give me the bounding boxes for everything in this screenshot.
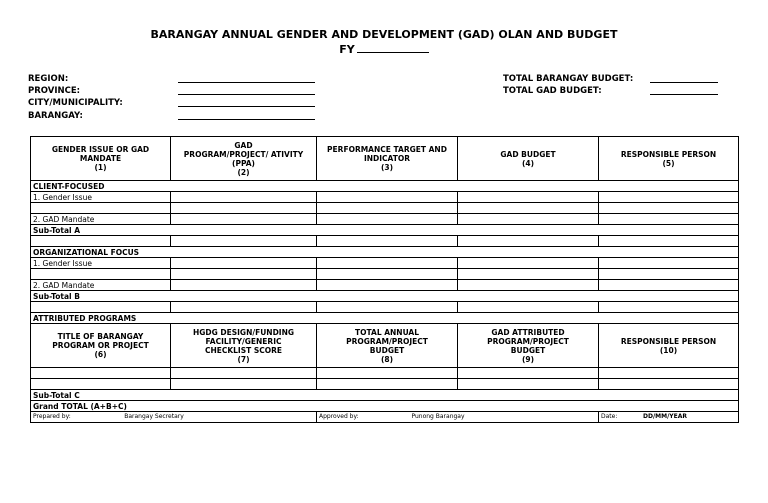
- signature-row: [31, 412, 739, 423]
- table-cell[interactable]: [317, 214, 458, 225]
- table-cell[interactable]: [171, 379, 317, 390]
- table-cell[interactable]: [458, 236, 599, 247]
- table-cell[interactable]: [171, 203, 317, 214]
- gad-mandate-label: 2. GAD Mandate: [31, 280, 171, 291]
- table-cell[interactable]: [317, 368, 458, 379]
- subtotal-row: [31, 390, 739, 401]
- header-attributed-responsible-person: RESPONSIBLE PERSON (10): [599, 324, 739, 368]
- table-cell[interactable]: [171, 269, 317, 280]
- table-row: [31, 214, 739, 225]
- table-cell[interactable]: [599, 368, 739, 379]
- table-cell[interactable]: [599, 379, 739, 390]
- table-cell[interactable]: [31, 203, 171, 214]
- section-organizational-focus: ORGANIZATIONAL FOCUS: [31, 247, 739, 258]
- city-label: CITY/MUNICIPALITY:: [28, 98, 123, 108]
- table-cell[interactable]: [599, 280, 739, 291]
- approved-by-block: [317, 412, 599, 423]
- table-cell[interactable]: [599, 203, 739, 214]
- table-cell[interactable]: [317, 192, 458, 203]
- table-cell[interactable]: [599, 214, 739, 225]
- prepared-by-role: Barangay Secretary: [124, 413, 184, 420]
- section-client-focused: CLIENT-FOCUSED: [31, 181, 739, 192]
- table-row: [31, 236, 739, 247]
- table-cell[interactable]: [171, 280, 317, 291]
- section-row: [31, 181, 739, 192]
- table-cell[interactable]: [599, 236, 739, 247]
- header-row: [31, 137, 739, 181]
- table-cell[interactable]: [31, 236, 171, 247]
- table-cell[interactable]: [317, 269, 458, 280]
- section-row: [31, 313, 739, 324]
- table-cell[interactable]: [458, 280, 599, 291]
- header-performance-target: PERFORMANCE TARGET AND INDICATOR (3): [317, 137, 458, 181]
- date-block: [599, 412, 739, 423]
- table-cell[interactable]: [171, 214, 317, 225]
- total-barangay-budget-label: TOTAL BARANGAY BUDGET:: [503, 74, 634, 84]
- header-hgdg-score: HGDG DESIGN/FUNDING FACILITY/GENERIC CHECKLIST SCORE (7): [171, 324, 317, 368]
- city-field[interactable]: [178, 106, 315, 107]
- table-cell[interactable]: [599, 258, 739, 269]
- table-cell[interactable]: [458, 269, 599, 280]
- subtotal-c-label: Sub-Total C: [31, 390, 739, 401]
- prepared-by-block: [31, 412, 317, 423]
- total-barangay-budget-field[interactable]: [650, 82, 718, 83]
- table-cell[interactable]: [31, 368, 171, 379]
- gad-plan-table: [30, 136, 739, 423]
- table-cell[interactable]: [458, 192, 599, 203]
- table-cell[interactable]: [31, 269, 171, 280]
- table-cell[interactable]: [171, 236, 317, 247]
- form-title: BARANGAY ANNUAL GENDER AND DEVELOPMENT (GAD) OLAN AND BUDGET: [150, 28, 618, 41]
- province-label: PROVINCE:: [28, 86, 81, 96]
- table-row: [31, 203, 739, 214]
- table-cell[interactable]: [31, 302, 171, 313]
- header-total-annual-budget: TOTAL ANNUAL PROGRAM/PROJECT BUDGET (8): [317, 324, 458, 368]
- subtotal-a-label: Sub-Total A: [31, 225, 739, 236]
- header-gender-issue: GENDER ISSUE OR GAD MANDATE (1): [31, 137, 171, 181]
- approved-by-role: Punong Barangay: [411, 413, 465, 420]
- table-cell[interactable]: [317, 302, 458, 313]
- table-cell[interactable]: [171, 258, 317, 269]
- barangay-label: BARANGAY:: [28, 111, 83, 121]
- table-cell[interactable]: [599, 269, 739, 280]
- table-cell[interactable]: [171, 368, 317, 379]
- province-field[interactable]: [178, 94, 315, 95]
- table-row: [31, 302, 739, 313]
- table-cell[interactable]: [171, 302, 317, 313]
- table-cell[interactable]: [458, 203, 599, 214]
- approved-by-label: Approved by:: [319, 413, 359, 420]
- table-row: [31, 258, 739, 269]
- table-row: [31, 379, 739, 390]
- gender-issue-label: 1. Gender Issue: [31, 192, 171, 203]
- grand-total-row: [31, 401, 739, 412]
- table-cell[interactable]: [171, 192, 317, 203]
- barangay-field[interactable]: [178, 119, 315, 120]
- section-attributed-programs: ATTRIBUTED PROGRAMS: [31, 313, 739, 324]
- subtotal-row: [31, 291, 739, 302]
- header-responsible-person: RESPONSIBLE PERSON (5): [599, 137, 739, 181]
- table-cell[interactable]: [458, 258, 599, 269]
- total-gad-budget-label: TOTAL GAD BUDGET:: [503, 86, 602, 96]
- table-cell[interactable]: [31, 379, 171, 390]
- fy-blank[interactable]: [357, 43, 429, 53]
- region-field[interactable]: [178, 82, 315, 83]
- table-cell[interactable]: [458, 368, 599, 379]
- table-cell[interactable]: [317, 280, 458, 291]
- header-program-title: TITLE OF BARANGAY PROGRAM OR PROJECT (6): [31, 324, 171, 368]
- table-cell[interactable]: [317, 258, 458, 269]
- table-cell[interactable]: [317, 379, 458, 390]
- prepared-by-label: Prepared by:: [33, 413, 71, 420]
- table-cell[interactable]: [317, 236, 458, 247]
- section-row: [31, 247, 739, 258]
- gad-mandate-label: 2. GAD Mandate: [31, 214, 171, 225]
- table-cell[interactable]: [458, 214, 599, 225]
- header-gad-attributed-budget: GAD ATTRIBUTED PROGRAM/PROJECT BUDGET (9): [458, 324, 599, 368]
- table-cell[interactable]: [599, 302, 739, 313]
- subtotal-row: [31, 225, 739, 236]
- total-gad-budget-field[interactable]: [650, 94, 718, 95]
- date-format: DD/MM/YEAR: [643, 413, 687, 420]
- table-row: [31, 192, 739, 203]
- subtotal-b-label: Sub-Total B: [31, 291, 739, 302]
- table-cell[interactable]: [599, 192, 739, 203]
- grand-total-label: Grand TOTAL (A+B+C): [31, 401, 739, 412]
- fiscal-year-line: [0, 43, 768, 56]
- header-gad-budget: GAD BUDGET (4): [458, 137, 599, 181]
- gender-issue-label: 1. Gender Issue: [31, 258, 171, 269]
- table-row: [31, 368, 739, 379]
- header-ppa: GAD PROGRAM/PROJECT/ ATIVITY (PPA) (2): [171, 137, 317, 181]
- date-label: Date:: [601, 413, 618, 420]
- table-cell[interactable]: [458, 302, 599, 313]
- table-cell[interactable]: [317, 203, 458, 214]
- fy-label: FY: [339, 43, 355, 56]
- table-row: [31, 269, 739, 280]
- attributed-header-row: [31, 324, 739, 368]
- table-cell[interactable]: [458, 379, 599, 390]
- table-row: [31, 280, 739, 291]
- region-label: REGION:: [28, 74, 69, 84]
